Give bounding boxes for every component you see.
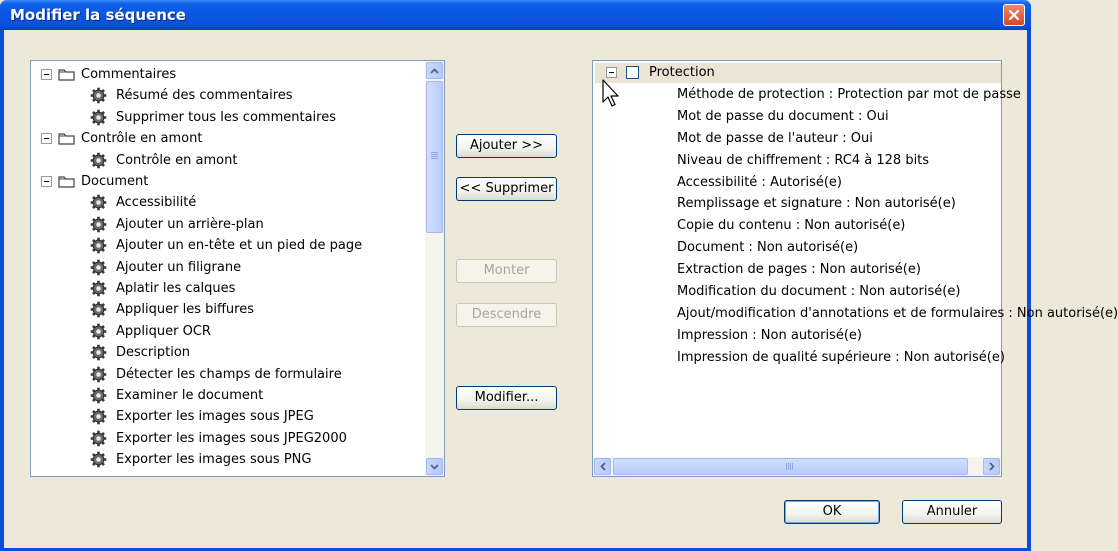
tree-item-label: Aplatir les calques <box>116 281 236 296</box>
edit-button[interactable]: Modifier... <box>456 386 557 410</box>
sequence-tree[interactable] <box>592 60 1118 477</box>
tree-command-row[interactable] <box>31 214 426 235</box>
gear-icon <box>90 152 107 169</box>
tree-command-row[interactable] <box>31 235 426 256</box>
move-up-button[interactable]: Monter <box>456 259 557 283</box>
folder-icon <box>58 67 76 82</box>
scroll-right-button[interactable] <box>983 458 1000 475</box>
gear-icon <box>90 366 107 383</box>
setting-label: Remplissage et signature : Non autorisé(e) <box>677 196 956 212</box>
tree-root-row[interactable] <box>593 62 1001 83</box>
gear-icon <box>90 109 107 126</box>
cancel-button[interactable]: Annuler <box>902 500 1002 524</box>
tree-group-row[interactable] <box>31 64 426 85</box>
tree-command-row[interactable] <box>31 299 426 320</box>
tree-command-row[interactable] <box>31 428 426 449</box>
scroll-thumb[interactable] <box>426 81 443 233</box>
tree-item-label: Exporter les images sous JPEG <box>116 409 314 425</box>
tree-command-row[interactable] <box>31 449 426 470</box>
available-commands-tree[interactable] <box>30 60 445 477</box>
tree-item-label: Accessibilité <box>116 195 197 211</box>
tree-setting-row[interactable] <box>593 106 1001 127</box>
left-vertical-scrollbar[interactable] <box>425 61 444 476</box>
tree-command-row[interactable] <box>31 342 426 363</box>
tree-command-row[interactable] <box>31 192 426 213</box>
setting-label: Niveau de chiffrement : RC4 à 128 bits <box>677 152 930 168</box>
tree-command-row[interactable] <box>31 385 426 406</box>
tree-command-row[interactable] <box>31 278 426 299</box>
gear-icon <box>90 387 107 404</box>
gear-icon <box>90 344 107 361</box>
tree-group-row[interactable] <box>31 128 426 149</box>
collapse-toggle-icon[interactable] <box>41 176 52 187</box>
tree-setting-row[interactable] <box>593 172 1001 193</box>
tree-item-label: Document <box>81 174 149 189</box>
tree-item-label: Appliquer les biffures <box>116 302 254 318</box>
collapse-toggle-icon[interactable] <box>41 133 52 144</box>
collapse-toggle-icon[interactable] <box>41 69 52 80</box>
tree-item-label: Résumé des commentaires <box>116 88 293 104</box>
setting-label: Extraction de pages : Non autorisé(e) <box>677 262 921 278</box>
setting-label: Méthode de protection : Protection par mot de passe <box>677 86 1021 102</box>
protection-checkbox[interactable] <box>626 66 639 79</box>
setting-label: Document : Non autorisé(e) <box>677 240 859 256</box>
chevron-left-icon <box>600 462 606 471</box>
tree-setting-row[interactable] <box>593 259 1001 280</box>
tree-root-label: Protection <box>649 65 715 80</box>
gear-icon <box>90 301 107 318</box>
window-title: Modifier la séquence <box>10 6 186 24</box>
gear-icon <box>90 216 107 233</box>
tree-item-label: Commentaires <box>81 67 177 82</box>
tree-item-label: Ajouter un filigrane <box>116 259 242 275</box>
tree-item-label: Description <box>116 345 191 361</box>
scroll-left-button[interactable] <box>594 458 611 475</box>
gear-icon <box>90 87 107 104</box>
tree-item-label: Contrôle en amont <box>116 152 238 168</box>
gear-icon <box>90 259 107 276</box>
tree-item-label: Ajouter un arrière-plan <box>116 216 264 232</box>
tree-item-label: Examiner le document <box>116 388 264 403</box>
tree-item-label: Détecter les champs de formulaire <box>116 366 342 382</box>
tree-setting-row[interactable] <box>593 150 1001 171</box>
gear-icon <box>90 408 107 425</box>
title-bar[interactable] <box>0 0 1031 30</box>
scroll-up-button[interactable] <box>426 62 443 79</box>
setting-label: Impression : Non autorisé(e) <box>677 327 862 343</box>
gear-icon <box>90 280 107 297</box>
scroll-down-button[interactable] <box>426 458 443 475</box>
tree-setting-row[interactable] <box>593 193 1001 214</box>
tree-item-label: Exporter les images sous JPEG2000 <box>116 430 347 446</box>
setting-label: Accessibilité : Autorisé(e) <box>677 174 842 190</box>
tree-command-row[interactable] <box>31 150 426 171</box>
folder-icon <box>58 174 76 189</box>
tree-setting-row[interactable] <box>593 281 1001 302</box>
gear-icon <box>90 323 107 340</box>
mouse-pointer-icon <box>602 79 622 109</box>
setting-label: Mot de passe de l'auteur : Oui <box>677 130 873 146</box>
move-down-button[interactable]: Descendre <box>456 303 557 327</box>
close-button[interactable] <box>1003 4 1025 26</box>
setting-label: Mot de passe du document : Oui <box>677 108 889 124</box>
remove-button[interactable]: << Supprimer <box>456 177 557 201</box>
tree-command-row[interactable] <box>31 364 426 385</box>
gear-icon <box>90 237 107 254</box>
close-icon <box>1008 9 1020 21</box>
tree-setting-row[interactable] <box>593 84 1021 105</box>
tree-command-row[interactable] <box>31 107 426 128</box>
ok-button[interactable]: OK <box>784 500 880 524</box>
tree-command-row[interactable] <box>31 406 426 427</box>
add-button[interactable]: Ajouter >> <box>456 134 557 158</box>
dialog-client-area <box>4 30 1118 548</box>
tree-item-label: Ajouter un en-tête et un pied de page <box>116 238 363 254</box>
gear-icon <box>90 430 107 447</box>
tree-command-row[interactable] <box>31 257 426 278</box>
tree-item-label: Supprimer tous les commentaires <box>116 109 336 125</box>
tree-setting-row[interactable] <box>593 215 1001 236</box>
right-horizontal-scrollbar[interactable] <box>593 457 1001 476</box>
tree-group-row[interactable] <box>31 171 426 192</box>
chevron-right-icon <box>989 462 995 471</box>
sequence-rows <box>593 61 1118 458</box>
tree-item-label: Appliquer OCR <box>116 323 211 339</box>
tree-item-label: Contrôle en amont <box>81 131 203 147</box>
setting-label: Impression de qualité supérieure : Non autorisé(e) <box>677 349 1005 365</box>
tree-setting-row[interactable] <box>593 303 1118 324</box>
setting-label: Modification du document : Non autorisé(e) <box>677 284 961 299</box>
tree-command-row[interactable] <box>31 321 426 342</box>
folder-icon <box>58 131 76 146</box>
available-commands-rows <box>31 61 426 476</box>
chevron-up-icon <box>430 68 439 74</box>
tree-setting-row[interactable] <box>593 325 1001 346</box>
tree-setting-row[interactable] <box>593 128 1001 149</box>
chevron-down-icon <box>430 464 439 470</box>
tree-item-label: Exporter les images sous PNG <box>116 452 312 468</box>
gear-icon <box>90 194 107 211</box>
setting-label: Copie du contenu : Non autorisé(e) <box>677 218 906 234</box>
tree-setting-row[interactable] <box>593 347 1005 368</box>
horizontal-scroll-thumb[interactable] <box>613 458 968 475</box>
setting-label: Ajout/modification d'annotations et de formulaires : Non autorisé(e) <box>677 305 1118 321</box>
collapse-toggle-icon[interactable] <box>606 67 617 78</box>
gear-icon <box>90 451 107 468</box>
tree-command-row[interactable] <box>31 85 426 106</box>
tree-setting-row[interactable] <box>593 237 1001 258</box>
